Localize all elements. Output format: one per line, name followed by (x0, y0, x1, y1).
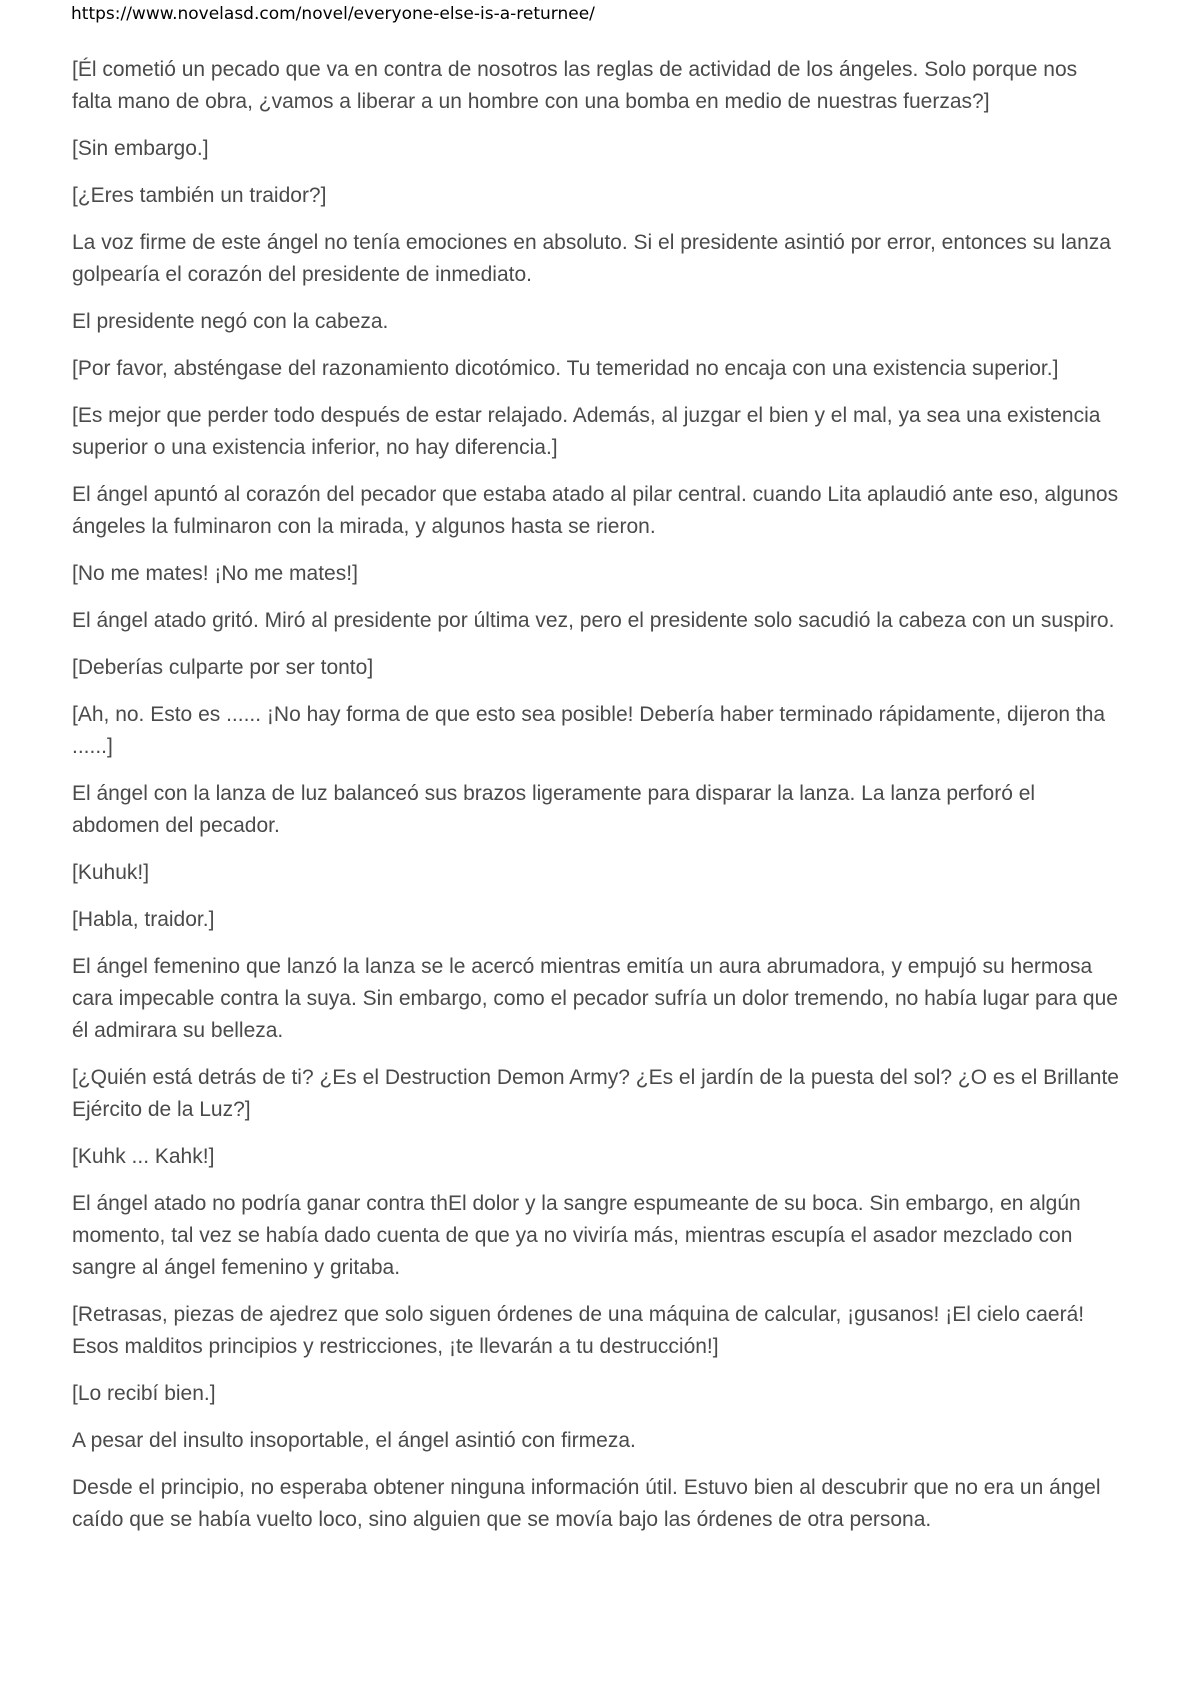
paragraph: [Por favor, absténgase del razonamiento dicotómico. Tu temeridad no encaja con una existencia superior.] (72, 357, 1059, 380)
paragraph: [¿Quién está detrás de ti? ¿Es el Destruction Demon Army? ¿Es el jardín de la puesta del sol? ¿O es el Brillante Ejército de la Luz?] (72, 1066, 1119, 1121)
paragraph: El ángel atado gritó. Miró al presidente por última vez, pero el presidente solo sacudió la cabeza con un suspiro. (72, 609, 1115, 632)
paragraph: [Lo recibí bien.] (72, 1382, 216, 1405)
paragraph: El ángel atado no podría ganar contra thEl dolor y la sangre espumeante de su boca. Sin embargo, en algún momento, tal vez se había dado cuenta de que ya no viviría más, mientras escupía el asador mezclado con sangre al ángel femenino y gritaba. (72, 1192, 1081, 1279)
paragraph: [Habla, traidor.] (72, 908, 215, 931)
paragraph: [Sin embargo.] (72, 137, 209, 160)
paragraph: [Es mejor que perder todo después de estar relajado. Además, al juzgar el bien y el mal, ya sea una existencia superior o una existencia inferior, no hay diferencia.] (72, 404, 1101, 459)
paragraph: [¿Eres también un traidor?] (72, 184, 327, 207)
paragraph: [Él cometió un pecado que va en contra de nosotros las reglas de actividad de los ángeles. Solo porque nos falta mano de obra, ¿vamos a liberar a un hombre con una bomba en medio de nuestras fuerzas?] (72, 58, 1078, 113)
paragraph: [Deberías culparte por ser tonto] (72, 656, 374, 679)
page-url-header: https://www.novelasd.com/novel/everyone-else-is-a-returnee/ (71, 4, 595, 24)
paragraph: A pesar del insulto insoportable, el ángel asintió con firmeza. (72, 1429, 636, 1452)
paragraph: El ángel apuntó al corazón del pecador que estaba atado al pilar central. cuando Lita aplaudió ante eso, algunos ángeles la fulminaron con la mirada, y algunos hasta se rieron. (72, 483, 1119, 538)
paragraph: Desde el principio, no esperaba obtener ninguna información útil. Estuvo bien al descubrir que no era un ángel caído que se había vuelto loco, sino alguien que se movía bajo las órdenes de otra persona. (72, 1476, 1101, 1531)
paragraph: La voz firme de este ángel no tenía emociones en absoluto. Si el presidente asintió por error, entonces su lanza golpearía el corazón del presidente de inmediato. (72, 231, 1111, 286)
paragraph: [Kuhk ... Kahk!] (72, 1145, 215, 1168)
paragraph: [Kuhuk!] (72, 861, 150, 884)
paragraph: [No me mates! ¡No me mates!] (72, 562, 358, 585)
paragraph: [Retrasas, piezas de ajedrez que solo siguen órdenes de una máquina de calcular, ¡gusanos! ¡El cielo caerá! Esos malditos principios y restricciones, ¡te llevarán a tu destrucción!] (72, 1303, 1085, 1358)
paragraph: El ángel con la lanza de luz balanceó sus brazos ligeramente para disparar la lanza. La lanza perforó el abdomen del pecador. (72, 782, 1036, 837)
paragraph: El presidente negó con la cabeza. (72, 310, 389, 333)
paragraph: El ángel femenino que lanzó la lanza se le acercó mientras emitía un aura abrumadora, y empujó su hermosa cara impecable contra la suya. Sin embargo, como el pecador sufría un dolor tremendo, no había lugar para que él admirara su belleza. (72, 955, 1118, 1042)
paragraph: [Ah, no. Esto es ...... ¡No hay forma de que esto sea posible! Debería haber terminado rápidamente, dijeron tha ......] (72, 703, 1106, 758)
chapter-text (72, 54, 1122, 1551)
